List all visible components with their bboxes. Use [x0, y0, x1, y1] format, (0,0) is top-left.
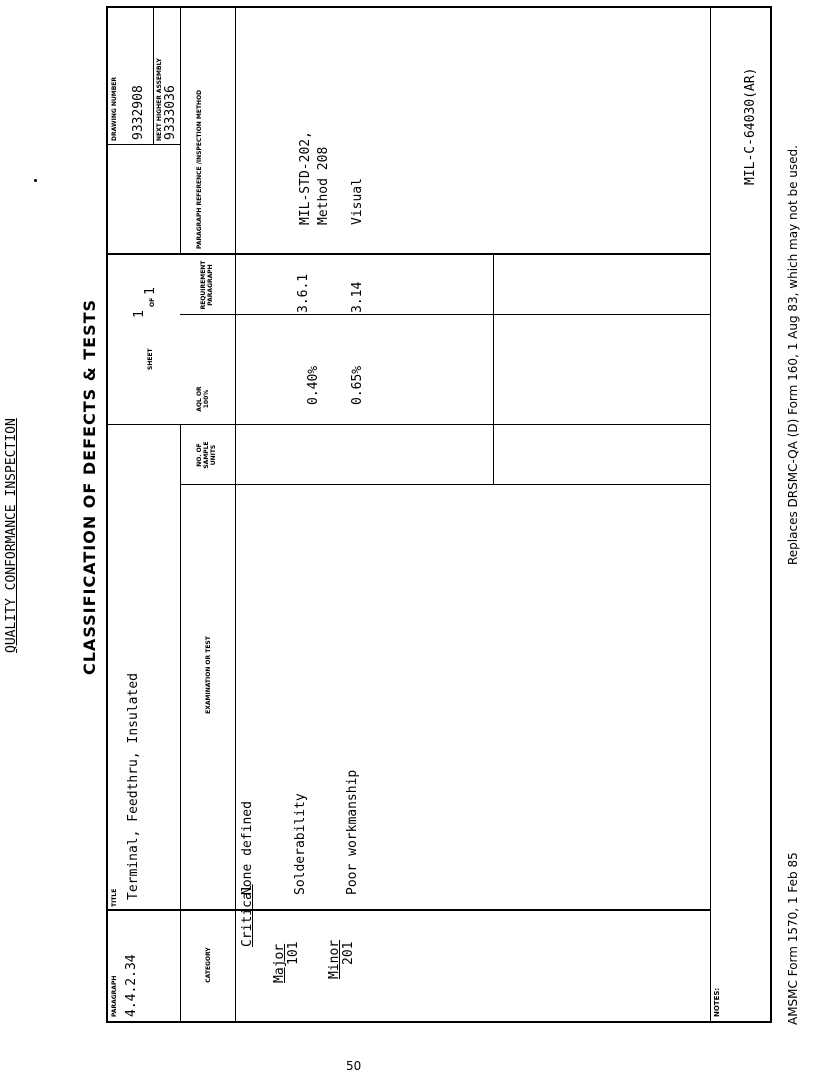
partial-divider	[493, 255, 494, 485]
paragraph-label: PARAGRAPH	[111, 975, 118, 1017]
sheet-of: OF	[149, 297, 156, 307]
title-label: TITLE	[111, 888, 118, 907]
category-header: CATEGORY	[205, 947, 212, 983]
section-title: QUALITY CONFORMANCE INSPECTION	[4, 418, 19, 653]
sheet-number: 1	[132, 310, 147, 318]
title-value: Terminal, Feedthru, Insulated	[126, 673, 141, 900]
major-reference-2: Method 208	[316, 146, 331, 225]
major-reference-1: MIL-STD-202,	[298, 131, 313, 225]
drawing-box-line	[108, 144, 180, 145]
major-requirement: 3.6.1	[296, 273, 311, 313]
paragraph-value: 4.4.2.34	[124, 954, 139, 1017]
minor-examination: Poor workmanship	[345, 769, 360, 895]
requirement-header: REQUIREMENT PARAGRAPH	[200, 260, 214, 310]
minor-reference: Visual	[350, 178, 365, 225]
paragraph-title-row	[180, 425, 181, 1021]
minor-category: Minor	[327, 939, 342, 979]
category-divider	[235, 8, 236, 1021]
examination-header: EXAMINATION OR TEST	[205, 636, 212, 714]
drawing-number-label: DRAWING NUMBER	[111, 76, 118, 141]
footer-left: AMSMC Form 1570, 1 Feb 85	[786, 852, 800, 1025]
sample-aql-col-line	[180, 424, 710, 425]
category-col-line	[180, 910, 710, 911]
critical-examination: None defined	[240, 801, 255, 895]
drawing-next-hline	[153, 8, 154, 145]
minor-number: 201	[341, 941, 356, 965]
samples-left-divider	[180, 484, 710, 485]
page-number: 50	[346, 1059, 362, 1073]
sheet-total: 1	[143, 287, 158, 295]
decorative-dot	[34, 179, 37, 182]
sheet-label: SHEET	[147, 348, 154, 370]
header-row-divider	[180, 8, 181, 255]
footer-right: Replaces DRSMC-QA (D) Form 160, 1 Aug 83, which may not be used.	[786, 145, 800, 565]
drawing-number-value: 9332908	[131, 85, 146, 140]
aql-col-line	[180, 314, 710, 315]
major-category: Major	[272, 943, 287, 983]
major-aql: 0.40%	[306, 365, 321, 405]
sample-units-header: NO. OF SAMPLE UNITS	[196, 441, 217, 469]
next-assembly-value: 9333036	[163, 85, 178, 140]
aql-header: AQL OR 100%	[196, 386, 210, 412]
notes-divider	[710, 8, 711, 1021]
form-border	[106, 6, 772, 1023]
minor-aql: 0.65%	[350, 365, 365, 405]
notes-label: NOTES:	[713, 987, 721, 1017]
major-examination: Solderability	[293, 793, 308, 895]
spec-number: MIL-C-64030(AR)	[743, 67, 758, 185]
main-title: CLASSIFICATION OF DEFECTS & TESTS	[80, 298, 99, 675]
minor-requirement: 3.14	[350, 281, 365, 313]
major-number: 101	[286, 941, 301, 965]
reference-header: PARAGRAPH REFERENCE /INSPECTION METHOD	[196, 89, 203, 249]
critical-category: Critical	[240, 884, 255, 947]
next-assembly-label: NEXT HIGHER ASSEMBLY	[156, 58, 163, 141]
ref-col-line	[108, 254, 710, 255]
